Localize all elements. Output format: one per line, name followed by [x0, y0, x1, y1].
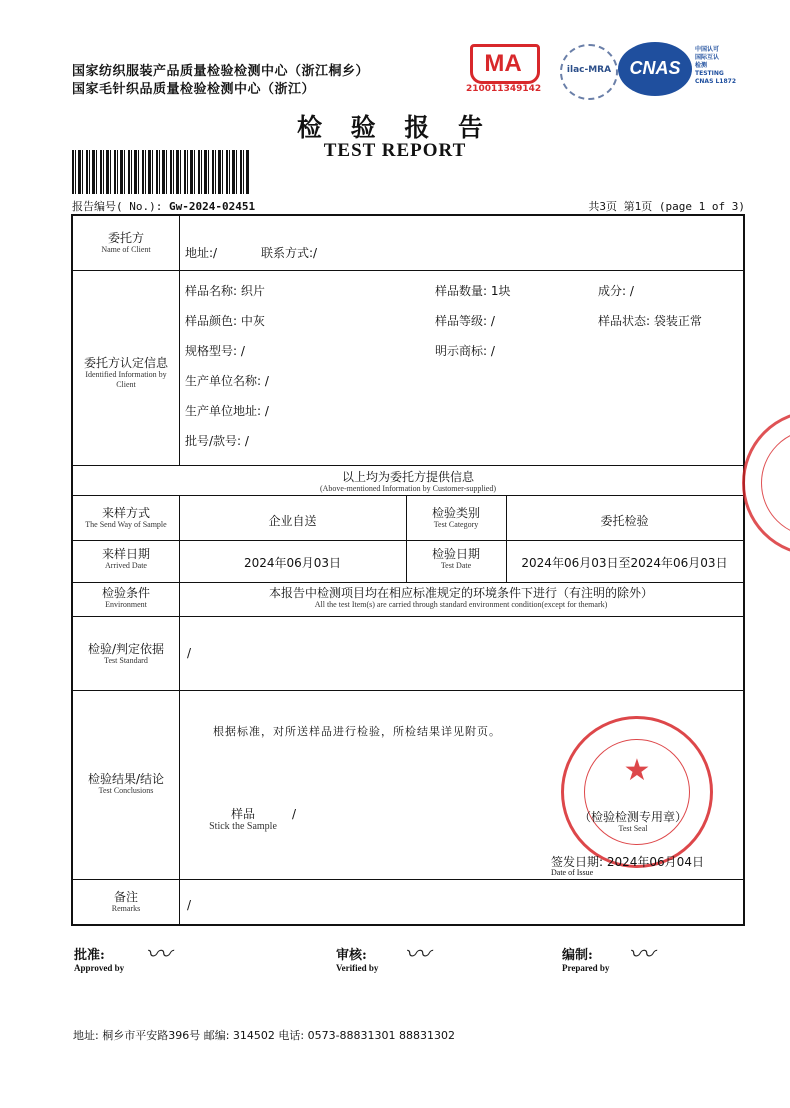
title-en: TEST REPORT [323, 140, 467, 161]
page-info: 共3页 第1页 (page 1 of 3) [588, 200, 745, 213]
sample-color: 样品颜色: 中灰 [185, 314, 265, 328]
client-address: 地址:/ [185, 246, 218, 260]
client-label-cn: 委托方 [107, 231, 144, 245]
supplied-note [73, 470, 743, 494]
info-label-cn: 委托方认定信息 [83, 356, 168, 370]
cma-mark: MA [484, 50, 522, 77]
stick-sample-value: / [292, 807, 297, 821]
cnas-code: CNAS L1872 [695, 78, 737, 85]
test-date-label [406, 547, 506, 571]
environment-value [179, 586, 743, 610]
cnas-testing: TESTING [695, 70, 724, 77]
barcode [72, 150, 250, 194]
conclusion-text: 根据标准，对所送样品进行检验，所检结果详见附页。 [213, 725, 501, 738]
issue-date-label: 签发日期: [551, 855, 604, 869]
conclusion-label-en: Test Conclusions [98, 786, 154, 796]
standard-label-en: Test Standard [104, 656, 148, 666]
verified-signature: 〰 [404, 940, 431, 970]
approved-label-en: Approved by [74, 963, 125, 973]
test-seal [561, 716, 713, 868]
batch-number: 批号/款号: / [185, 434, 249, 448]
standard-value: / [187, 646, 192, 660]
environment-value-en: All the test Item(s) are carried through standard environment condition(except for themark) [314, 600, 608, 610]
approved-by [74, 944, 124, 973]
arrived-date-label-cn: 来样日期 [101, 547, 150, 561]
issue-date-en: Date of Issue [551, 868, 594, 877]
seal-caption-en: Test Seal [618, 824, 648, 834]
supplied-note-en: (Above-mentioned Information by Customer-supplied) [319, 484, 497, 494]
approved-label: 批准: [74, 948, 105, 963]
title-cn: 检 验 报 告 [296, 113, 494, 142]
spec-model: 规格型号: / [185, 344, 245, 358]
arrived-date-value: 2024年06月03日 [243, 556, 342, 570]
ilac-mra-text: ilac-MRA [566, 65, 612, 75]
info-label [75, 356, 177, 390]
cnas-caption [695, 46, 736, 86]
standard-label [73, 642, 179, 666]
sample-grade: 样品等级: / [435, 314, 495, 328]
side-seal [742, 410, 790, 556]
manufacturer-name: 生产单位名称: / [185, 374, 269, 388]
info-label-en: Identified Information by Client [85, 370, 167, 389]
stick-sample-en: Stick the Sample [209, 821, 277, 833]
test-date-value: 2024年06月03日至2024年06月03日 [521, 556, 728, 570]
test-category-value: 委托检验 [600, 514, 649, 528]
test-category-label [406, 506, 506, 530]
sample-name: 样品名称: 织片 [185, 284, 265, 298]
conclusion-label-cn: 检验结果/结论 [87, 772, 165, 786]
prepared-label: 编制: [562, 948, 593, 963]
standard-label-cn: 检验/判定依据 [87, 642, 165, 656]
supplied-note-cn: 以上均为委托方提供信息 [341, 470, 474, 484]
send-way-label [73, 506, 179, 530]
seal-caption-cn: （检验检测专用章） [578, 810, 687, 824]
org-name-line2: 国家毛针织品质量检验检测中心（浙江） [72, 82, 316, 97]
cnas-cn-line3: 检测 [695, 62, 708, 69]
report-number-row [72, 198, 255, 214]
prepared-signature: 〰 [628, 940, 655, 970]
environment-value-cn: 本报告中检测项目均在相应标准规定的环境条件下进行（有注明的除外） [268, 586, 653, 600]
manufacturer-address: 生产单位地址: / [185, 404, 269, 418]
stick-sample-cn: 样品 [230, 807, 255, 821]
cnas-cn-line2: 国际互认 [695, 54, 720, 61]
arrived-date-label [73, 547, 179, 571]
send-way-label-en: The Send Way of Sample [85, 520, 167, 530]
seal-star-icon: ★ [623, 753, 651, 788]
cnas-mark: CNAS [629, 58, 681, 78]
test-category-label-en: Test Category [433, 520, 479, 530]
client-label-en: Name of Client [101, 245, 151, 255]
remarks-label-en: Remarks [111, 904, 141, 914]
test-category-label-cn: 检验类别 [431, 506, 480, 520]
remarks-value: / [187, 898, 192, 912]
client-contact: 联系方式:/ [261, 246, 318, 260]
cma-number: 210011349142 [466, 84, 542, 94]
send-way-value: 企业自送 [268, 514, 317, 528]
conclusion-label [73, 772, 179, 796]
cma-logo [466, 44, 540, 96]
verified-label: 审核: [336, 948, 367, 963]
remarks-label-cn: 备注 [113, 890, 138, 904]
seal-caption [553, 810, 713, 834]
client-label [73, 231, 179, 255]
sample-state: 样品状态: 袋装正常 [598, 314, 702, 328]
composition: 成分: / [598, 284, 634, 298]
prepared-by [562, 944, 609, 973]
issue-date-value: 2024年06月04日 [606, 855, 704, 869]
brand: 明示商标: / [435, 344, 495, 358]
stick-sample [203, 807, 283, 833]
verified-by [336, 944, 378, 973]
approved-signature: 〰 [145, 940, 172, 970]
report-number-label: 报告编号( No.): [72, 200, 163, 213]
verified-label-en: Verified by [336, 963, 379, 973]
test-date-label-cn: 检验日期 [431, 547, 480, 561]
environment-label-cn: 检验条件 [101, 586, 150, 600]
cnas-logo [618, 42, 692, 96]
environment-label-en: Environment [105, 600, 147, 610]
arrived-date-label-en: Arrived Date [105, 561, 147, 571]
report-table [71, 214, 745, 926]
prepared-label-en: Prepared by [562, 963, 610, 973]
report-number: Gw-2024-02451 [168, 200, 256, 213]
environment-label [73, 586, 179, 610]
send-way-label-cn: 来样方式 [101, 506, 150, 520]
ilac-mra-logo [560, 44, 618, 100]
org-name-line1: 国家纺织服装产品质量检验检测中心（浙江桐乡） [72, 64, 370, 79]
cnas-cn-line1: 中国认可 [695, 46, 720, 53]
test-date-label-en: Test Date [440, 561, 472, 571]
sample-quantity: 样品数量: 1块 [435, 284, 511, 298]
remarks-label [73, 890, 179, 914]
footer-address: 地址: 桐乡市平安路396号 邮编: 314502 电话: 0573-88831301 88831302 [73, 1029, 456, 1042]
